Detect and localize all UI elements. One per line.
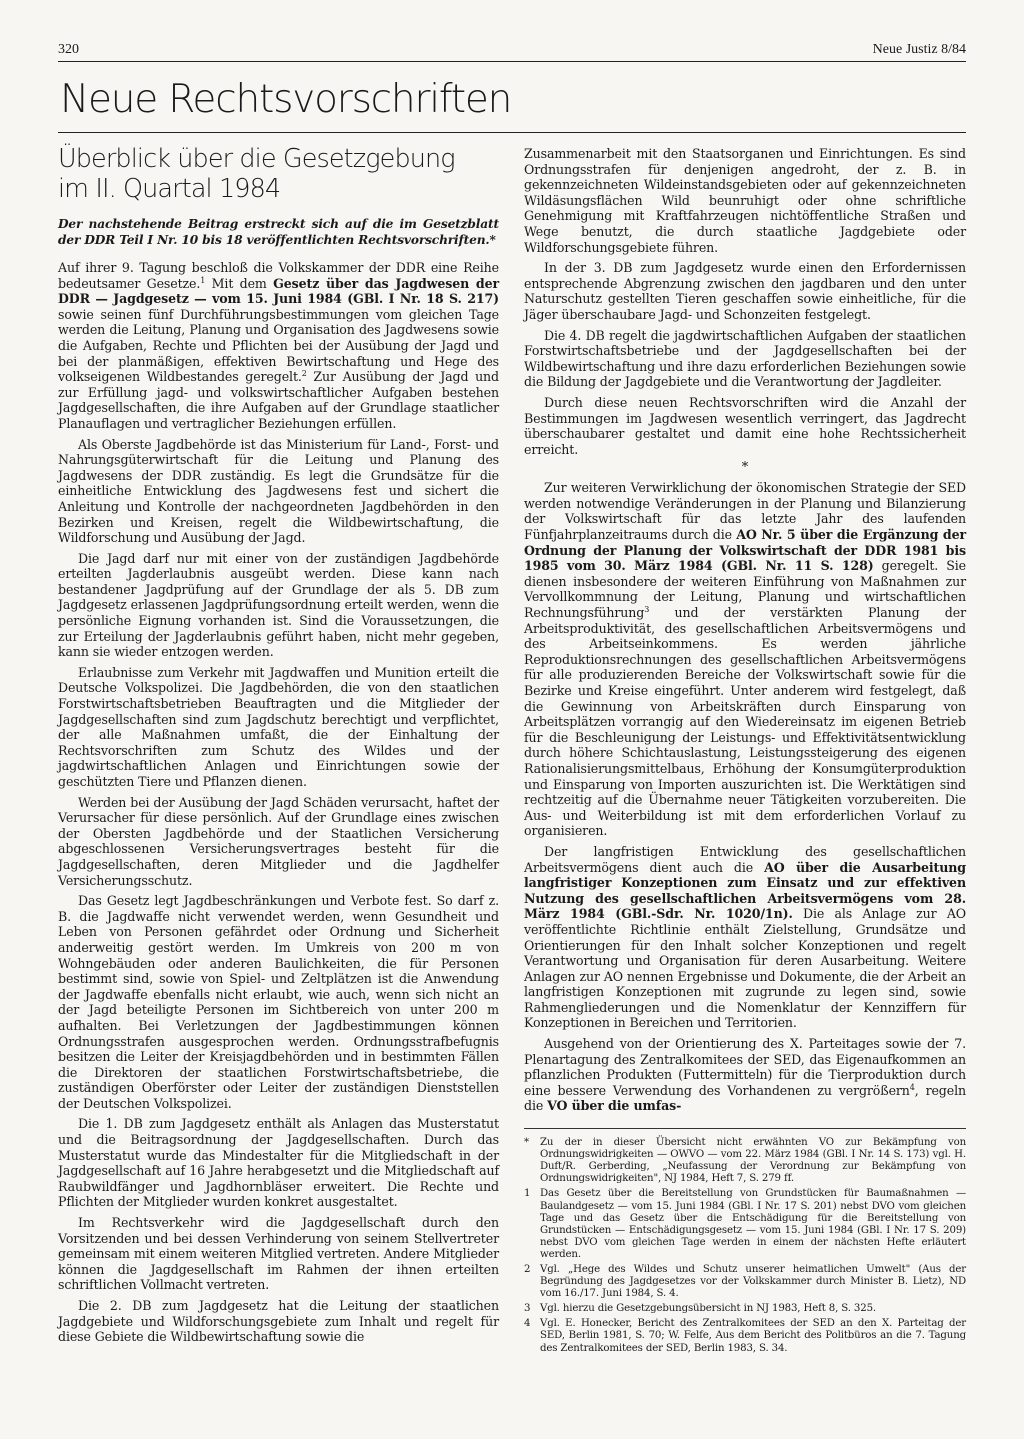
text-run: Die als Anlage zur AO veröffentlichte Richtlinie enthält Zielstellung, Grundsätze und Orientierungen für den Inhalt solcher Konzeptionen und regelt Verantwortung und Organisation für deren Ausarbeitung. Weitere Anlagen zur AO nennen Ergebnisse und Dokumente, die der Arbeit an langfristigen Konzeptionen mit zugrunde zu legen sind, sowie Rahmengliederungen und die Nomenklatur der Kennziffern für Konzeptionen in Bereichen und Territorien.: [524, 906, 966, 1031]
footnote-ref: 4: [909, 1082, 915, 1092]
text-run: geregelt. Sie dienen insbesondere der weiteren Einführung von Maßnahmen zur Vervollkommnung der Leitung, Planung und wirtschaftlichen Rechnungsführung: [524, 558, 967, 621]
law-citation: AO über die Ausarbeitung langfristiger Konzeptionen zum Einsatz und zur effektiven Nutzung des gesellschaftlichen Arbeitsvermögens vom 28. März 1984 (GBl.-Sdr. Nr. 1020/1n).: [524, 859, 966, 922]
footnote-text: Vgl. hierzu die Gesetzgebungsübersicht in NJ 1983, Heft 8, S. 325.: [540, 1303, 876, 1315]
paragraph: Als Oberste Jagdbehörde ist das Ministerium für Land-, Forst- und Nahrungsgüterwirtschaft für die Leitung und Planung des Jagdwesens der DDR zuständig. Es legt die Grundsätze für die einheitliche Entwicklung des Jagdwesens fest und sichert die Anleitung und Kontrolle der nachgeordneten Jagdbehörden in den Bezirken und Kreisen, regelt die Wildbewirtschaftung, die Wildforschung und Ausübung der Jagd.: [58, 436, 499, 546]
paragraph: Zusammenarbeit mit den Staatsorganen und Einrichtungen. Es sind Ordnungsstrafen für denjenigen angedroht, der z. B. in gekennzeichneten Wildeinstandsgebieten oder auf gekennzeichneten Wildäsungsflächen Wild beunruhigt oder ohne schriftliche Genehmigung mit Kraftfahrzeugen nichtöffentliche Straßen und Wege benutzt, die durch staatliche Jagdgebiete oder Wildforschungsgebiete führen.: [524, 146, 966, 255]
paragraph: Die 1. DB zum Jagdgesetz enthält als Anlagen das Musterstatut und die Beitragsordnung der Jagdgesellschaften. Durch das Musterstatut wurde das Mindestalter für die Mitgliedschaft in der Jagdgesellschaft auf 16 Jahre herabgesetzt und die Mitgliedschaft auf Raubwildfänger und Jagdhornbläser erweitert. Die Rechte und Pflichten der Mitglieder wurden konkret ausgestaltet.: [58, 1116, 499, 1210]
page-number: 320: [58, 42, 79, 57]
text-run: Der langfristigen Entwicklung des gesellschaftlichen Arbeitsvermögens dient auch die: [524, 843, 966, 875]
footnote-mark: 2: [524, 1263, 531, 1275]
footnote-text: Das Gesetz über die Bereitstellung von Grundstücken für Baumaßnahmen — Baulandgesetz — vom 15. Juni 1984 (GBl. I Nr. 17 S. 201) nebst DVO vom gleichen Tage und das Gesetz über die Entschädigung für die Bereitstellung von Grundstücken — Entschädigungsgesetz — vom 15. Juni 1984 (GBl. I Nr. 17 S. 209) nebst DVO vom gleichen Tage werden in einem der nächsten Hefte erläutert werden.: [540, 1188, 966, 1260]
paragraph: Das Gesetz legt Jagdbeschränkungen und Verbote fest. So darf z. B. die Jagdwaffe nicht verwendet werden, wenn Gesundheit und Leben von Personen gefährdet oder Ordnung und Sicherheit anderweitig gestört werden. Im Umkreis von 200 m von Wohngebäuden oder anderen Baulichkeiten, die für Personen bestimmt sind, sowie von Spiel- und Zeltplätzen ist die Anwendung der Jagdwaffe ebenfalls nicht erlaubt, wie auch, wenn sich nicht an der Jagd beteiligte Personen im Sichtbereich von unter 200 m aufhalten. Bei Verletzungen der Jagdbestimmungen können Ordnungsstrafen ausgesprochen werden. Ordnungsstrafbefugnis besitzen die Leiter der Kreisjagdbehörden und in bestimmten Fällen die Direktoren der staatlichen Forstwirtschaftsbetriebe, die zuständigen Oberförster oder Leiter der zuständigen Dienststellen der Deutschen Volkspolizei.: [58, 893, 499, 1111]
paragraph: Erlaubnisse zum Verkehr mit Jagdwaffen und Munition erteilt die Deutsche Volkspolizei. Die Jagdbehörden, die von den staatlichen Forstwirtschaftsbetrieben Beauftragten und die Mitglieder der Jagdgesellschaften sind zum Jagdschutz berechtigt und verpflichtet, der alle Maßnahmen umfaßt, die der Einhaltung der Rechtsvorschriften zum Schutz des Wildes und der jagdwirtschaftlichen Anlagen und Einrichtungen sowie der geschützten Tiere und Pflanzen dienen.: [58, 664, 499, 789]
text-run: Ausgehend von der Orientierung des X. Parteitages sowie der 7. Plenartagung des Zentralkomitees der SED, das Eigenaufkommen an pflanzlichen Produkten (Futtermitteln) für die Tierproduktion durch eine bessere Verwendung des Vorhandenen zu vergrößern: [524, 1036, 966, 1098]
footnote: [524, 1303, 966, 1315]
section-rule: [58, 132, 966, 133]
footnote-mark: 3: [524, 1303, 531, 1315]
paragraph: [524, 480, 966, 839]
paragraph: [58, 260, 499, 432]
running-head: [58, 38, 966, 60]
footnote-text: Vgl. „Hege des Wildes und Schutz unserer heimatlichen Umwelt" (Aus der Begründung des Jagdgesetzes vor der Volkskammer durch Minister B. Lietz), ND vom 16./17. Juni 1984, S. 4.: [540, 1263, 966, 1300]
text-run: und der verstärkten Planung der Arbeitsproduktivität, des gesellschaftlichen Arbeitsvermögens und des Arbeitseinkommens. Es werden jährliche Reproduktionsrechnungen des gesellschaftlichen Arbeitsvermögens für alle produzierenden Bereiche der Volkswirtschaft sowie für die Bezirke und Kreise eingeführt. Unter anderem wird festgelegt, daß die Gewinnung von Arbeitskräften durch Einsparung von Arbeitsplätzen vorrangig auf den Wiedereinsatz im eigenen Betrieb für die Beschleunigung der Leistungs- und Effektivitätsentwicklung durch höhere Schichtauslastung, Leistungssteigerung des eigenen Rationalisierungsmittelbaus, Erhöhung der Konsumgüterproduktion und Einsparung von Importen auszurichten ist. Die Werktätigen sind rechtzeitig auf die Übernahme neuer Tätigkeiten vorzubereiten. Die Aus- und Weiterbildung ist mit dem erforderlichen Vorlauf zu organisieren.: [524, 605, 966, 839]
footnote-ref: 3: [644, 604, 650, 614]
header-rule: [58, 61, 966, 62]
text-run: , regeln die: [524, 1082, 966, 1114]
footnote-ref: 1: [200, 275, 206, 285]
text-run: sowie seinen fünf Durchführungsbestimmungen vom gleichen Tage werden die Leitung, Planung und Organisation des Jagdwesens sowie die Aufgaben, Rechte und Pflichten bei der Ausübung der Jagd und bei der planmäßigen, effektiven Bewirtschaftung und Hege des volkseigenen Wildbestandes geregelt.: [58, 306, 499, 385]
text-run: Auf ihrer 9. Tagung beschloß die Volkskammer der DDR eine Reihe bedeutsamer Gesetze.: [58, 260, 499, 291]
text-run: Zur Ausübung der Jagd und zur Erfüllung jagd- und volkswirtschaftlicher Aufgaben bestehen Jagdgesellschaften, die ihre Aufgaben auf der Grundlage staatlicher Planauflagen und vertraglicher Beziehungen erfüllen.: [58, 369, 499, 431]
right-column: [524, 146, 966, 1358]
footnote: [524, 1137, 966, 1185]
paragraph: Die 4. DB regelt die jagdwirtschaftlichen Aufgaben der staatlichen Forstwirtschaftsbetriebe und der Jagdgesellschaften bei der Wildbewirtschaftung und ihre dazu erforderlichen Beziehungen sowie die Bildung der Jagdgebiete und die Verantwortung der Jagdleiter.: [524, 327, 966, 390]
section-title: Neue Rechtsvorschriften: [60, 77, 512, 122]
footnote-mark: 1: [524, 1188, 531, 1200]
footnote-mark: 4: [524, 1318, 531, 1330]
left-column: [58, 142, 499, 1350]
paragraph: Die 2. DB zum Jagdgesetz hat die Leitung der staatlichen Jagdgebiete und Wildforschungsgebiete zum Inhalt und regelt für diese Gebiete die Wildbewirtschaftung sowie die: [58, 1298, 499, 1345]
footnote-text: Zu der in dieser Übersicht nicht erwähnten VO zur Bekämpfung von Ordnungswidrigkeiten — OWVO — vom 22. März 1984 (GBl. I Nr. 14 S. 173) vgl. H. Duft/R. Gerberding, „Neufassung der Verordnung zur Bekämpfung von Ordnungswidrigkeiten", NJ 1984, Heft 7, S. 279 ff.: [540, 1137, 966, 1185]
paragraph: In der 3. DB zum Jagdgesetz wurde einen den Erfordernissen entsprechende Abgrenzung zwischen den jagdbaren und den unter Naturschutz gestellten Tieren geschaffen sowie einheitliche, für die Jäger überschaubare Jagd- und Schonzeiten festgelegt.: [524, 260, 966, 322]
lead-paragraph: Der nachstehende Beitrag erstreckt sich auf die im Gesetzblatt der DDR Teil I Nr. 10 bis 18 veröffentlichten Rechtsvorschriften.*: [58, 217, 499, 247]
paragraph: Durch diese neuen Rechtsvorschriften wird die Anzahl der Bestimmungen im Jagdwesen wesentlich verringert, das Jagdrecht überschaubarer gestaltet und damit eine hohe Rechtssicherheit erreicht.: [524, 394, 966, 457]
article-title: [58, 144, 498, 204]
paragraph: Im Rechtsverkehr wird die Jagdgesellschaft durch den Vorsitzenden und bei dessen Verhinderung von seinem Stellvertreter gemeinsam mit einem weiteren Mitglied vertreten. Andere Mitglieder können die Jagdgesellschaft im Rahmen der ihnen erteilten schriftlichen Vollmacht vertreten.: [58, 1215, 499, 1293]
text-run: Zur weiteren Verwirklichung der ökonomischen Strategie der SED werden notwendige Veränderungen in der Planung und Bilanzierung der Volkswirtschaft für das letzte Jahr des laufenden Fünfjahrplanzeitraums durch die: [524, 480, 966, 543]
paragraph: Die Jagd darf nur mit einer von der zuständigen Jagdbehörde erteilten Jagderlaubnis ausgeübt werden. Diese kann nach bestandener Jagdprüfung auf der Grundlage der als 5. DB zum Jagdgesetz erlassenen Jagdprüfungsordnung erteilt werden, wenn die persönliche Eignung vorhanden ist. Sind die Voraussetzungen, die zur Erteilung der Jagderlaubnis geführt haben, nicht mehr gegeben, kann sie wieder entzogen werden.: [58, 550, 499, 660]
paragraph: Werden bei der Ausübung der Jagd Schäden verursacht, haftet der Verursacher für diese persönlich. Auf der Grundlage eines zwischen der Obersten Jagdbehörde und der Staatlichen Versicherung abgeschlossenen Versicherungsvertrages besteht für die Jagdgesellschaften, deren Mitglieder und die Jagdhelfer Versicherungsschutz.: [58, 794, 499, 888]
asterisk-separator: *: [741, 460, 749, 476]
paragraph: [524, 1036, 966, 1114]
footnote: [524, 1188, 966, 1261]
text-run: Mit dem: [205, 275, 274, 291]
footnote-ref: 2: [301, 368, 307, 378]
page: [58, 38, 966, 1418]
footnote-mark: *: [524, 1137, 529, 1149]
law-citation: VO über die umfas-: [547, 1098, 682, 1114]
footnote-text: Vgl. E. Honecker, Bericht des Zentralkomitees der SED an den X. Parteitag der SED, Berlin 1981, S. 70; W. Felfe, Aus dem Bericht des Politbüros an die 7. Tagung des Zentralkomitees der SED, Berlin 1983, S. 34.: [540, 1318, 966, 1354]
journal-issue: Neue Justiz 8/84: [872, 42, 966, 57]
law-citation: Gesetz über das Jagdwesen der DDR — Jagdgesetz — vom 15. Juni 1984 (GBl. I Nr. 18 S. 217): [58, 275, 499, 307]
footnote: [524, 1264, 966, 1300]
law-citation: AO Nr. 5 über die Ergänzung der Ordnung der Planung der Volkswirtschaft der DDR 1981 bis 1985 vom 30. März 1984 (GBl. Nr. 11 S. 128): [524, 527, 966, 574]
footnote-rule: [524, 1128, 966, 1129]
article-title-line-2: im II. Quartal 1984: [58, 174, 281, 204]
footnote: [524, 1318, 966, 1354]
article-title-line-1: Überblick über die Gesetzgebung: [58, 144, 455, 174]
paragraph: [524, 844, 966, 1031]
